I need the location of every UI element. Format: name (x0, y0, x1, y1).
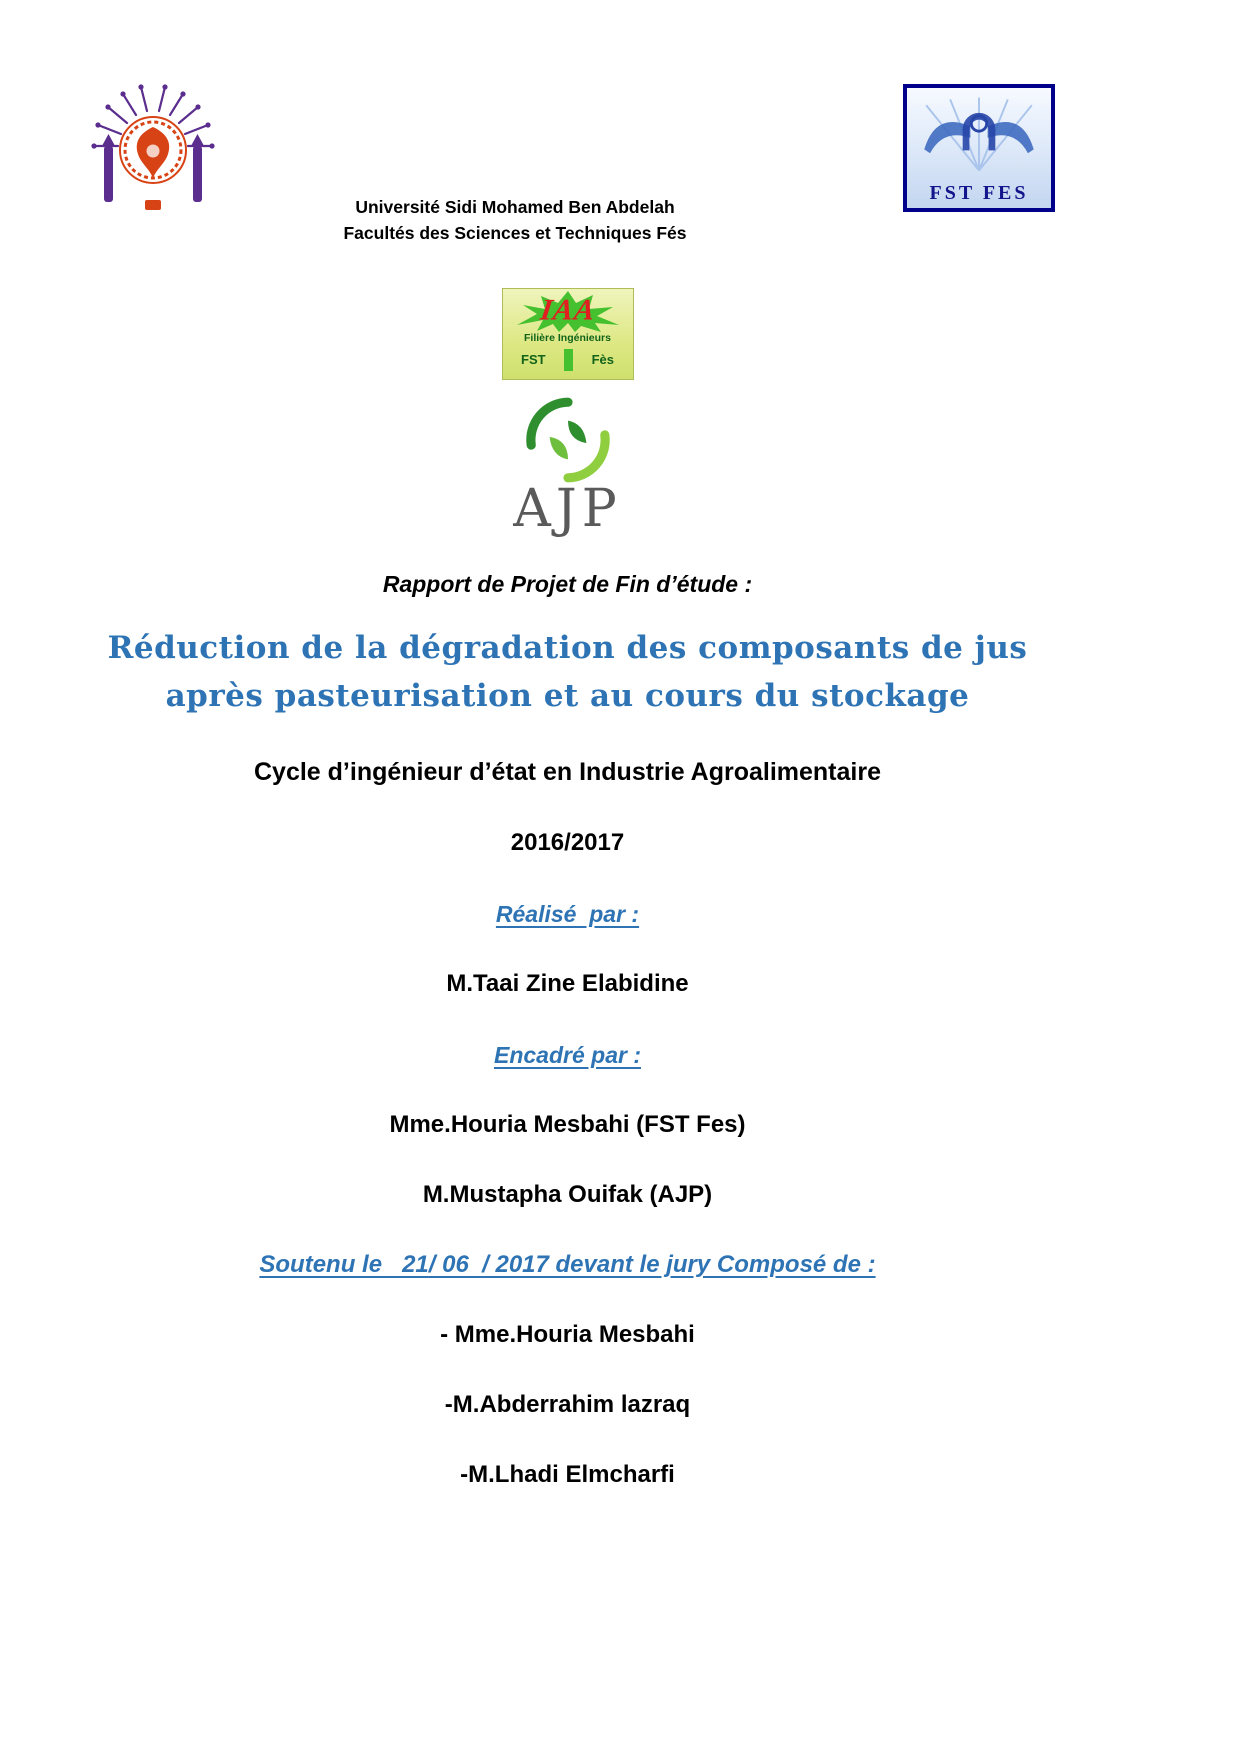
supervisor-name: Mme.Houria Mesbahi (FST Fes) (389, 1110, 746, 1138)
iaa-acronym: IAA (537, 293, 598, 327)
university-header (185, 194, 845, 247)
ajp-logo (478, 394, 658, 537)
university-name: Université Sidi Mohamed Ben Abdelah (355, 197, 675, 217)
iaa-filiere-logo (502, 288, 634, 380)
ajp-logo-text: AJP (513, 479, 622, 539)
iaa-fes-label: Fès (591, 352, 614, 368)
jury-member: - Mme.Houria Mesbahi (440, 1320, 695, 1348)
academic-year: 2016/2017 (510, 828, 625, 856)
iaa-divider (564, 349, 573, 371)
iaa-fst-fes-row (503, 349, 633, 371)
university-seal-icon (88, 64, 218, 214)
iaa-logo-top (503, 289, 633, 333)
report-title (0, 624, 1135, 720)
report-title-line1: Réduction de la dégradation des composants de jus (107, 629, 1028, 666)
cover-content (0, 288, 1135, 1489)
report-title-line2: après pasteurisation et au cours du stockage (165, 677, 970, 714)
jury-member: -M.Lhadi Elmcharfi (460, 1460, 675, 1488)
supervisor-name: M.Mustapha Ouifak (AJP) (422, 1180, 713, 1208)
fst-fes-logo-icon (907, 88, 1051, 182)
iaa-filiere-label: Filière Ingénieurs (524, 332, 611, 344)
iaa-fst-label: FST (521, 352, 546, 368)
university-seal-logo (88, 64, 218, 214)
report-type-label: Rapport de Projet de Fin d’étude : (382, 570, 753, 597)
fst-fes-logo (903, 84, 1055, 212)
ajp-leaf-icon (522, 394, 614, 486)
encadre-par-label: Encadré par : (494, 1041, 641, 1068)
fst-fes-logo-text: FST FES (929, 182, 1029, 204)
program-name: Cycle d’ingénieur d’état en Industrie Agroalimentaire (254, 757, 881, 786)
jury-member: -M.Abderrahim lazraq (444, 1390, 691, 1418)
realise-par-label: Réalisé par : (495, 900, 640, 927)
faculty-name: Facultés des Sciences et Techniques Fés (343, 223, 687, 244)
defense-date-label: Soutenu le 21/ 06 / 2017 devant le jury Composé de : (259, 1250, 876, 1278)
author-name: M.Taai Zine Elabidine (446, 969, 689, 997)
